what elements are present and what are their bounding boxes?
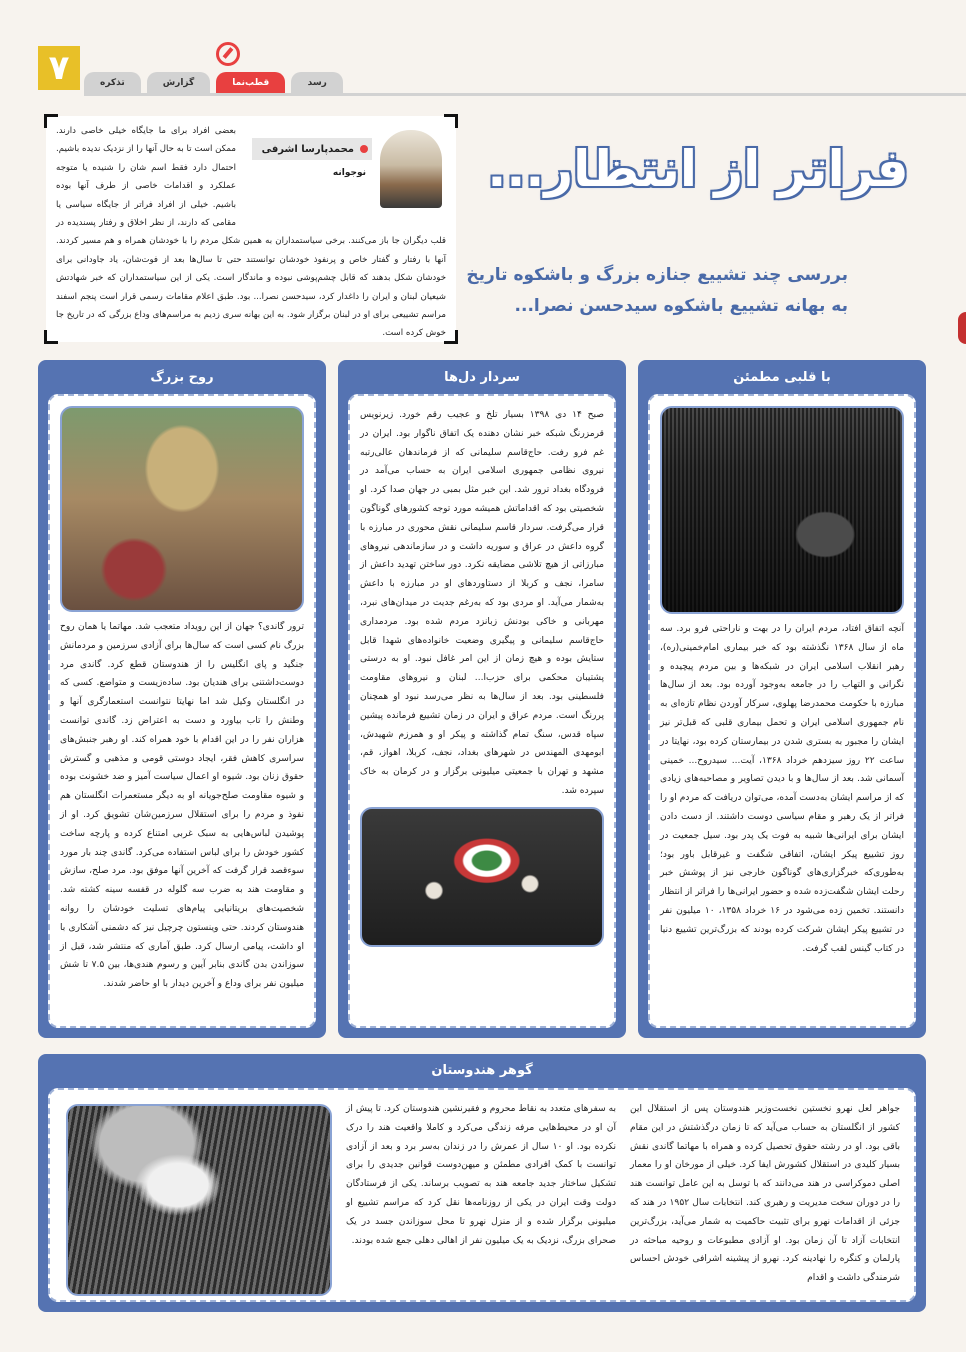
section-tabs — [84, 72, 343, 94]
column-right-title: با قلبی مطمئن — [733, 369, 831, 385]
author-card — [246, 126, 446, 218]
column-right — [638, 360, 926, 1038]
tab-tazkere[interactable]: تذکره — [84, 72, 141, 94]
author-name: محمدپارسا اشرفی — [252, 138, 372, 160]
bottom-section — [38, 1054, 926, 1312]
bottom-text-middle: به سفرهای متعدد به نقاط محروم و فقیرنشین هندوستان کرد. تا پیش از آن او در محیط‌هایی مرفه زندگی می‌کرد و کاملا واقعیت هند را درک نکرده بود. او ۱۰ سال از عمرش را در زندان به‌سر برد و بعد از آزادی توانست با کمک افرادی مطمئن و میهن‌دوست قوانین جدیدی را برای تشکیل ساختار جدید جامعه هند به تصویب برساند. یکی از فرستادگان دولت وقت ایران در یکی از روزنامه‌ها نقل کرد که مراسم تشییع او میلیونی برگزار شده و از منزل نهرو تا محل سوزاندن جسد در یک صحرای بزرگ، نزدیک به یک میلیون نفر از اهالی دهلی جمع شده بودند. — [346, 1104, 616, 1246]
page-title: فراتر از انتظار... — [487, 140, 909, 198]
column-left-title: روح بزرگ — [150, 369, 214, 385]
soleimani-funeral-photo — [360, 807, 604, 947]
gandhi-funeral-photo — [60, 406, 304, 612]
column-left — [38, 360, 326, 1038]
top-divider — [84, 93, 966, 96]
intro-box — [46, 116, 456, 342]
compass-icon — [216, 42, 240, 66]
subtitle-line-2: به بهانه تشییع باشکوه سیدحسن نصرا... — [514, 296, 848, 316]
edge-marker — [958, 312, 966, 344]
subtitle — [438, 260, 848, 322]
column-middle-title: سردار دل‌ها — [444, 369, 520, 385]
tab-gozaresh[interactable]: گزارش — [147, 72, 211, 94]
khomeini-funeral-photo — [660, 406, 904, 614]
column-left-text: ترور گاندی؟ جهان از این رویداد متعجب شد. مهاتما یا همان روح بزرگ نام کسی است که سال‌ها برای آزادی سرزمین و مردمانش جنگید و پای انگلیس را از هندوستان قطع کرد. گاندی مرد دوست‌داشتنی برای هندیان بود. ساده‌زیست و متواضع. کسی که در انگلستان وکیل شد اما نهایتا نتوانست استعمارگری آنها و وطنش را تاب بیاورد و دست به اعتراض زد. گاندی توانست هزاران نفر را در این اقدام با خود همراه کند. او رهبر جنبش‌های سراسری کاهش فقر، ایجاد دوستی قومی و مذهبی و گسترش حقوق زنان بود. شیوه او اعمال سیاست آمیز و ضد خشونت بوده و شیوه مقاومت صلح‌جویانه او به دیگر مستعمرات انگلستان هم نفوذ و مردم را برای استقلال سرزمین‌شان تشویق کرد. او از پوشیدن لباس‌هایی به سبک غربی امتناع کرده و پارچه ساخت کشور خودش را برای لباس استفاده می‌کرد. گاندی چند بار مورد سوءقصد قرار گرفت که آخرین آنها موفق بود. مرد صلح، سازش و مقاومت هند به ضرب سه گلوله در قفسه سینه کشته شد. شخصیت‌های بریتانیایی پیام‌های تسلیت خودشان را روانه هندوستان کردند. حتی وینستون چرچیل نیز که دشمنی آشکاری با او داشت، پیامی ارسال کرد. طبق آماری که منتشر شد، قبل از سوزاندن بدن گاندی بنابر آیین و رسوم هندی‌ها، بین ۷.۵ تا شش میلیون نفر برای وداع و آخرین دیدار با او حاضر شدند. — [60, 622, 304, 990]
intro-text: بعضی افراد برای ما جایگاه خیلی خاصی دارند. ممکن است تا به حال آنها را از نزدیک ندیده باشیم. احتمال دارد فقط اسم شان را شنیده یا متوجه عملکرد و اقدامات خاصی از طرف آنها بوده باشیم. خیلی از افراد فراتر از جایگاه سیاسی یا مقامی که دارند، از نظر اخلاق و رفتار پسندیده در قلب دیگران جا باز می‌کنند. برخی سیاستمداران به همین شکل مردم را با خودشان همراه و هم مسیر کردند. آنها با رفتار و گفتار خاص و پرنفوذ خودشان توانستند حتی تا سال‌ها بعد از فوت‌شان، یاد جاودانی برای خودشان شکل بدهند که قابل چشم‌پوشی نبوده و ماندگار است. یکی از این سیاستمداران که خبر شهادتش شیعیان لبنان و ایران را داغدار کرد، سیدحسن نصرا... بود. طبق اعلام مقامات رسمی قرار است پنجم اسفند مراسم تشییعی برای او در لبنان برگزار شود. به این بهانه سری زدیم به مراسم‌های وداع بزرگی که در تاریخ جا خوش کرده است. — [56, 126, 446, 339]
author-role: نوجوانه — [332, 168, 366, 178]
nehru-cremation-photo — [66, 1104, 332, 1296]
column-right-text: آنچه اتفاق افتاد، مردم ایران را در بهت و ناراحتی فرو برد. سه ماه از سال ۱۳۶۸ نگذشته بود که خبر بیماری امام‌خمینی(ره)، رهبر انقلاب اسلامی ایران در شبکه‌ها و بین مردم پیچیده و نگرانی و التهاب را در جامعه به‌وجود آورده بود. بعد از سال‌ها مبارزه با حکومت محمدرضا پهلوی، سرکار آوردن نظام تازه‌ای به نام جمهوری اسلامی ایران و تحمل بیماری قلبی که قبل‌تر نیز ایشان را مجبور به بستری شدن در بیمارستان کرده بود، نهایتا در ساعت ۲۲ روز سیزدهم خرداد ۱۳۶۸، آیت... سیدروح... خمینی آسمانی شد. بعد از سال‌ها و با دیدن تصاویر و مصاحبه‌های زیادی که از مراسم ایشان به‌دست آمده، می‌توان دریافت که مردم او را فراتر از یک رهبر و مقام سیاسی دوست داشتند. از دست دادن ایشان برای ایرانی‌ها شبیه به فوت یک پدر بود. سیل جمعیت در روز تشییع پیکر ایشان، اتفاقی شگفت و غیرقابل باور بود؛ به‌طوری‌که خبرگزاری‌های گوناگون خارجی نیز از پوشش خبر رحلت ایشان شگفت‌زده شده و حضور ایرانی‌ها را فراتر از انتظار دانستند. تخمین زده می‌شود در ۱۶ خرداد ۱۳۵۸، ۱۰ میلیون نفر در تشییع پیکر ایشان شرکت کرده بودند که بزرگ‌ترین تشییع دنیا در کتاب گینس لقب گرفت. — [660, 624, 904, 954]
avatar — [380, 130, 442, 208]
bottom-text-right: جواهر لعل نهرو نخستین نخست‌وزیر هندوستان پس از استقلال این کشور از انگلستان به حساب می‌آید که تا زمان درگذشتش در این مقام باقی بود. او در رشته حقوق تحصیل کرده و همراه با مهاتما گاندی نقش بسیار کلیدی در استقلال کشورش ایفا کرد. خیلی از مورخان او را معمار اصلی دموکراسی در هند می‌دانند که با توسل به این عامل توانست هند را در دوران سخت مدیریت و رهبری کند. انتخابات سال ۱۹۵۲ در هند که جزئی از اقدامات نهرو برای تثبیت حاکمیت به شمار می‌آید، بزرگ‌ترین انتخابات آزاد تا آن زمان بود. او آزادی مطبوعات و روحیه مباحثه در پارلمان و کنگره را نهادینه کرد. نهرو از پیشینه اشرافی خودش احساس شرمندگی داشت و اقدام — [630, 1104, 900, 1284]
tab-rasad[interactable]: رسد — [291, 72, 343, 94]
bottom-title: گوهر هندوستان — [431, 1062, 533, 1078]
page-number: ۷ — [38, 46, 80, 90]
column-middle — [338, 360, 626, 1038]
subtitle-line-1: بررسی چند تشییع جنازه بزرگ و باشکوه تاریخ — [466, 265, 848, 285]
tab-ghotbnama[interactable]: قطب‌نما — [216, 72, 285, 94]
bullet-icon — [360, 145, 368, 153]
column-middle-text: صبح ۱۴ دی ۱۳۹۸ بسیار تلخ و عجیب رقم خورد. زیرنویس قرمزرنگ شبکه خبر نشان دهنده یک اتفاق ناگوار بود. ایران در غم فرو رفت. حاج‌قاسم سلیمانی که از فرماندهان عالی‌رتبه نیروی نظامی جمهوری اسلامی ایران به حساب می‌آمد در فرودگاه بغداد ترور شد. این خبر مثل بمبی در جهان صدا کرد. او شخصیتی بود که اقداماتش همیشه مورد توجه کشورهای گوناگون قرار می‌گرفت. سردار قاسم سلیمانی نقش محوری در مبارزه با گروه داعش در عراق و سوریه داشت و در سازماندهی نیروهای مبارزاتی از هیچ تلاشی مضایقه نکرد. دور ساختن تهدید داعش از سامرا، نجف و کربلا از دستاوردهای او در مبارزه با داعش به‌شمار می‌آید. او مردی بود که به‌رغم جدیت در میدان‌های نبرد، مهربانی و خاکی بودنش زبانزد مردم شده بود. مردمداری حاج‌قاسم سلیمانی و پیگیری وضعیت خانواده‌های شهدا قابل ستایش بوده و هیچ زمان از این امر غافل نبود. او به درستی پشتیبان محکمی برای حزب‌ا... لبنان و نیروهای مقاومت فلسطینی بود. بعد از سال‌ها به نظر می‌رسد نبود او همچنان پررنگ است. مردم عراق و ایران در زمان تشییع فرمانده پیشین سپاه قدس، سنگ تمام گذاشته و پیکر او و همرزم شهیدش، ابومهدی المهندس در شهرهای بغداد، نجف، کربلا، اهواز، قم، مشهد و تهران با جمعیتی میلیونی برگزار و در کرمان به خاک سپرده شد. — [360, 410, 605, 796]
